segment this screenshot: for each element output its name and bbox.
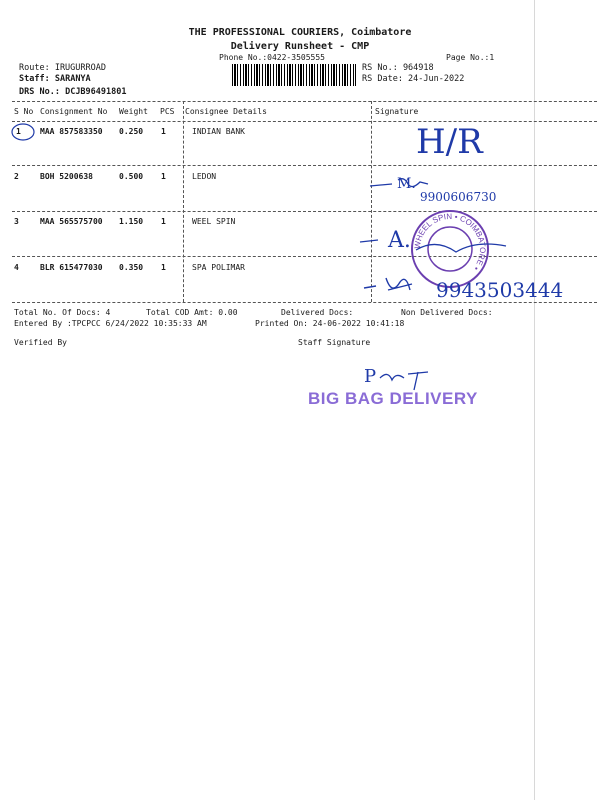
col-consignment: Consignment No bbox=[40, 107, 108, 116]
row3-weight: 1.150 bbox=[119, 217, 144, 226]
row3-signature-stroke bbox=[356, 232, 516, 262]
drs-label: DRS No.: bbox=[19, 87, 60, 97]
drs-number: DCJB96491801 bbox=[65, 87, 127, 97]
row2-pcs: 1 bbox=[161, 172, 166, 181]
consignee-column-divider bbox=[183, 101, 184, 302]
row3-consignee: WEEL SPIN bbox=[192, 217, 236, 226]
row4-consignee: SPA POLIMAR bbox=[192, 263, 245, 272]
table-bottom-rule bbox=[12, 302, 597, 303]
table-top-rule bbox=[12, 101, 597, 102]
stamp-text: WHEEL SPIN • COIMBATORE • bbox=[412, 211, 488, 273]
row4-consignment: BLR 615477030 bbox=[40, 263, 103, 272]
delivered-docs: Delivered Docs: bbox=[281, 308, 354, 317]
rs-number: RS No.: 964918 bbox=[362, 63, 434, 73]
staff-label: Staff: bbox=[19, 74, 50, 84]
row4-phone: 9943503444 bbox=[436, 278, 564, 302]
signature-column-divider bbox=[371, 101, 372, 302]
row1-signature: H/R bbox=[416, 122, 483, 162]
row4-signature-stroke bbox=[362, 274, 422, 300]
col-pcs: PCS bbox=[160, 107, 175, 116]
col-weight: Weight bbox=[119, 107, 148, 116]
row1-consignee: INDIAN BANK bbox=[192, 127, 245, 136]
row2-sno: 2 bbox=[14, 172, 19, 181]
page-edge-line bbox=[534, 0, 535, 800]
table-header-rule bbox=[12, 121, 597, 122]
col-sno: S No bbox=[14, 107, 34, 116]
big-bag-delivery-stamp: BIG BAG DELIVERY bbox=[308, 389, 478, 408]
route: Route: IRUGURROAD bbox=[19, 63, 106, 73]
page-number: Page No.:1 bbox=[446, 53, 495, 62]
staff-name: SARANYA bbox=[54, 74, 91, 84]
staff-signature: Staff Signature bbox=[298, 338, 371, 347]
barcode bbox=[232, 64, 356, 86]
row4-pcs: 1 bbox=[161, 263, 166, 272]
row4-sno: 4 bbox=[14, 263, 19, 272]
verified-by: Verified By bbox=[14, 338, 67, 347]
total-docs: Total No. Of Docs: 4 bbox=[14, 308, 111, 317]
row2-consignment: BOH 5200638 bbox=[40, 172, 93, 181]
staff-row bbox=[19, 74, 91, 84]
row-divider bbox=[12, 211, 597, 212]
row-divider bbox=[12, 165, 597, 166]
company-title: THE PROFESSIONAL COURIERS, Coimbatore bbox=[188, 27, 412, 38]
col-consignee: Consignee Details bbox=[185, 107, 267, 116]
row4-weight: 0.350 bbox=[119, 263, 144, 272]
row1-circle-mark bbox=[9, 121, 39, 143]
phone-number: Phone No.:0422-3505555 bbox=[219, 53, 325, 62]
row3-consignment: MAA 565575700 bbox=[40, 217, 103, 226]
row2-weight: 0.500 bbox=[119, 172, 144, 181]
printed-on: Printed On: 24-06-2022 10:41:18 bbox=[255, 319, 405, 328]
drs-row bbox=[19, 87, 127, 97]
row2-phone: 9900606730 bbox=[420, 190, 497, 204]
row2-signature: M. bbox=[397, 176, 416, 192]
row1-sno: 1 bbox=[16, 127, 21, 136]
entered-by: Entered By :TPCPCC 6/24/2022 10:35:33 AM bbox=[14, 319, 207, 328]
total-cod: Total COD Amt: 0.00 bbox=[146, 308, 238, 317]
document-title: Delivery Runsheet - CMP bbox=[230, 41, 370, 52]
row3-sno: 3 bbox=[14, 217, 19, 226]
row1-pcs: 1 bbox=[161, 127, 166, 136]
row3-signature: A. bbox=[388, 228, 411, 253]
row3-pcs: 1 bbox=[161, 217, 166, 226]
rs-date: RS Date: 24-Jun-2022 bbox=[362, 74, 465, 84]
col-signature: Signature bbox=[375, 107, 419, 116]
non-delivered-docs: Non Delivered Docs: bbox=[401, 308, 493, 317]
row2-consignee: LEDON bbox=[192, 172, 217, 181]
bottom-initials: P bbox=[364, 366, 377, 387]
row1-consignment: MAA 857583350 bbox=[40, 127, 103, 136]
row1-weight: 0.250 bbox=[119, 127, 144, 136]
